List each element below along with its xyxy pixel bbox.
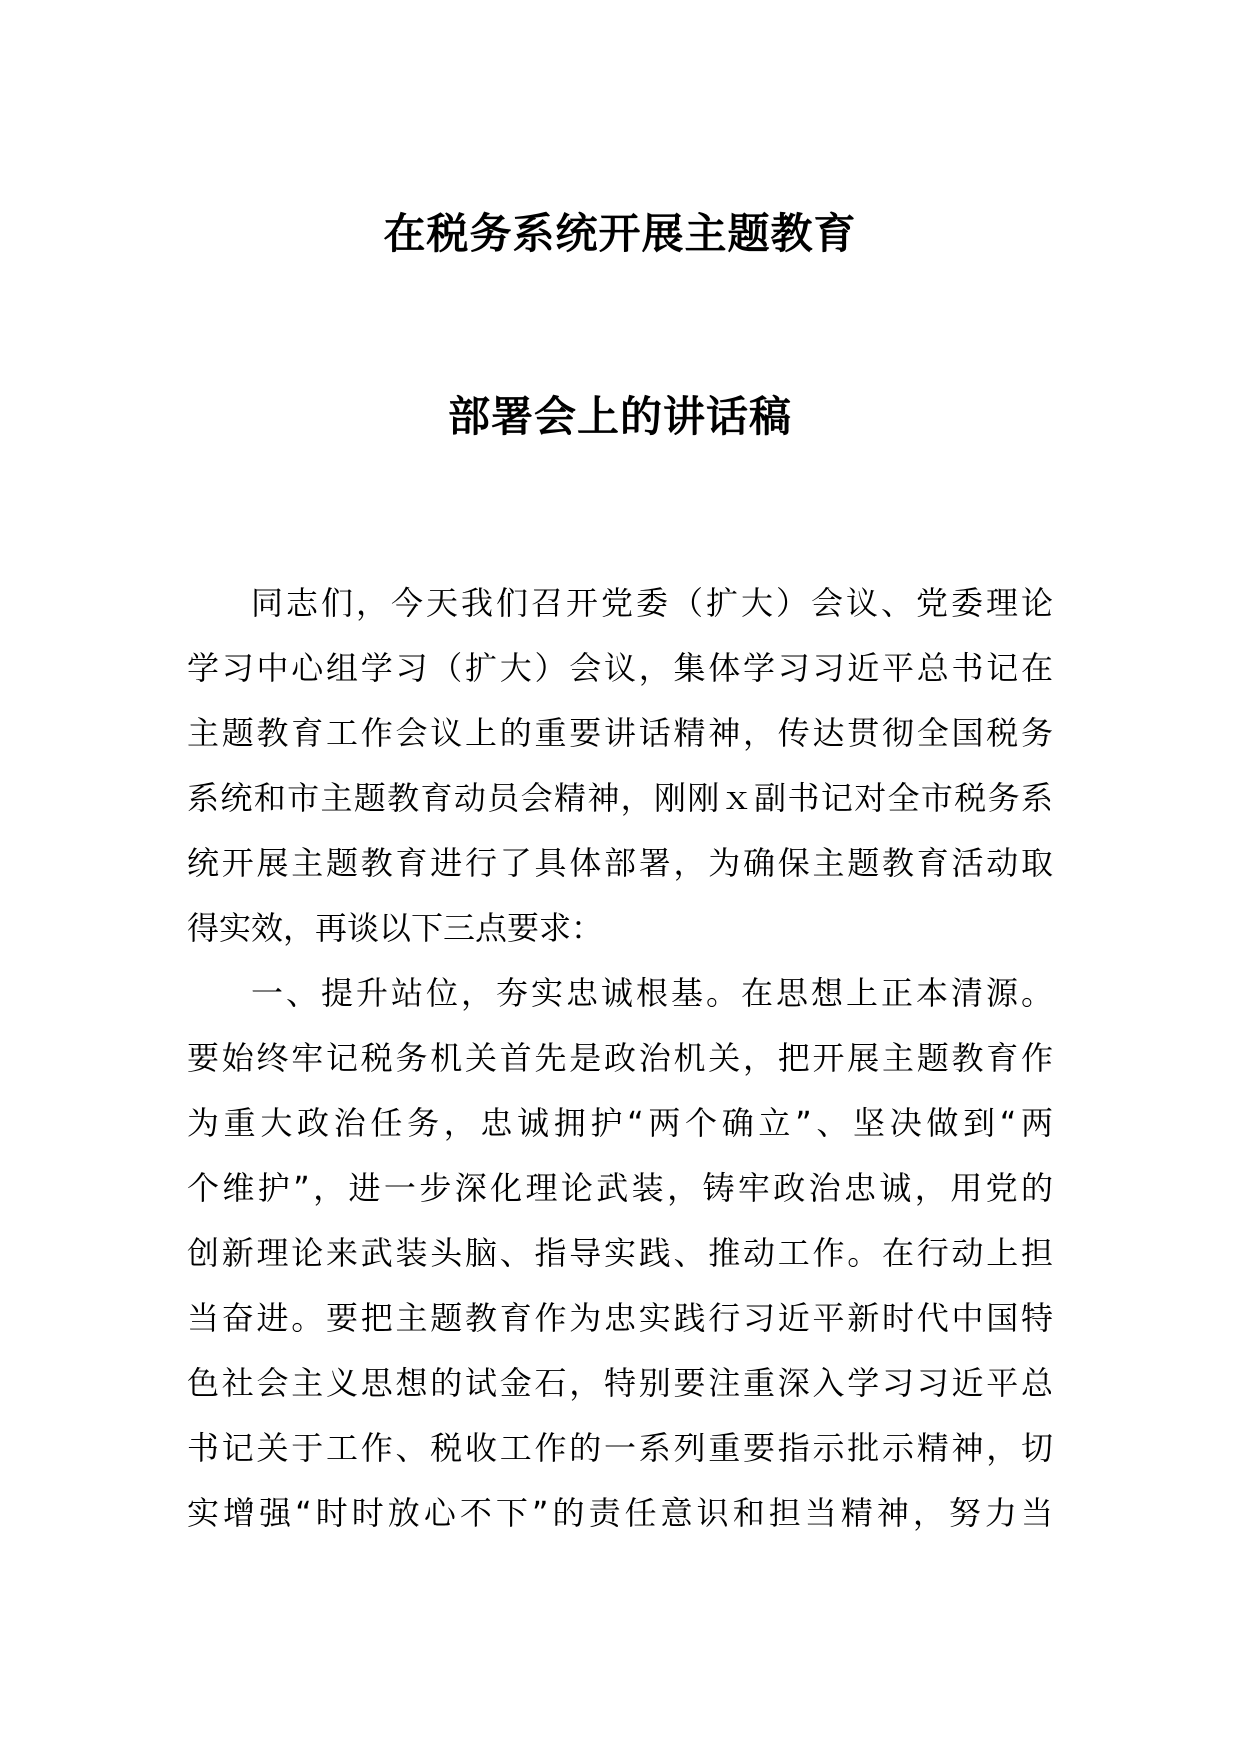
- paragraph-line: 主题教育工作会议上的重要讲话精神，传达贯彻全国税务: [187, 714, 1053, 752]
- document-title-line-1: 在税务系统开展主题教育: [383, 209, 857, 258]
- paragraph-line: 当奋进。要把主题教育作为忠实践行习近平新时代中国特: [187, 1299, 1053, 1337]
- paragraph-line: 要始终牢记税务机关首先是政治机关，把开展主题教育作: [187, 1039, 1053, 1077]
- paragraph-section-one: [187, 961, 1053, 1546]
- paragraph-line: 系统和市主题教育动员会精神，刚刚ｘ副书记对全市税务系: [187, 779, 1053, 817]
- paragraph-line: 一、提升站位，夯实忠诚根基。在思想上正本清源。: [251, 974, 1053, 1012]
- paragraph-line: 色社会主义思想的试金石，特别要注重深入学习习近平总: [187, 1364, 1053, 1402]
- paragraph-line: 实增强“时时放心不下”的责任意识和担当精神，努力当: [187, 1494, 1053, 1532]
- document-body: [187, 571, 1053, 1546]
- paragraph-line: 书记关于工作、税收工作的一系列重要指示批示精神，切: [187, 1429, 1053, 1467]
- paragraph-intro: [187, 571, 1053, 961]
- paragraph-line: 为重大政治任务，忠诚拥护“两个确立”、坚决做到“两: [187, 1104, 1053, 1142]
- paragraph-line: 得实效，再谈以下三点要求：: [187, 909, 604, 947]
- paragraph-line: 同志们，今天我们召开党委（扩大）会议、党委理论: [251, 584, 1053, 622]
- document-title-line-2: 部署会上的讲话稿: [447, 392, 792, 441]
- paragraph-line: 创新理论来武装头脑、指导实践、推动工作。在行动上担: [187, 1234, 1053, 1272]
- paragraph-line: 学习中心组学习（扩大）会议，集体学习习近平总书记在: [187, 649, 1053, 687]
- paragraph-line: 统开展主题教育进行了具体部署，为确保主题教育活动取: [187, 844, 1053, 882]
- paragraph-line: 个维护”，进一步深化理论武装，铸牢政治忠诚，用党的: [187, 1169, 1053, 1207]
